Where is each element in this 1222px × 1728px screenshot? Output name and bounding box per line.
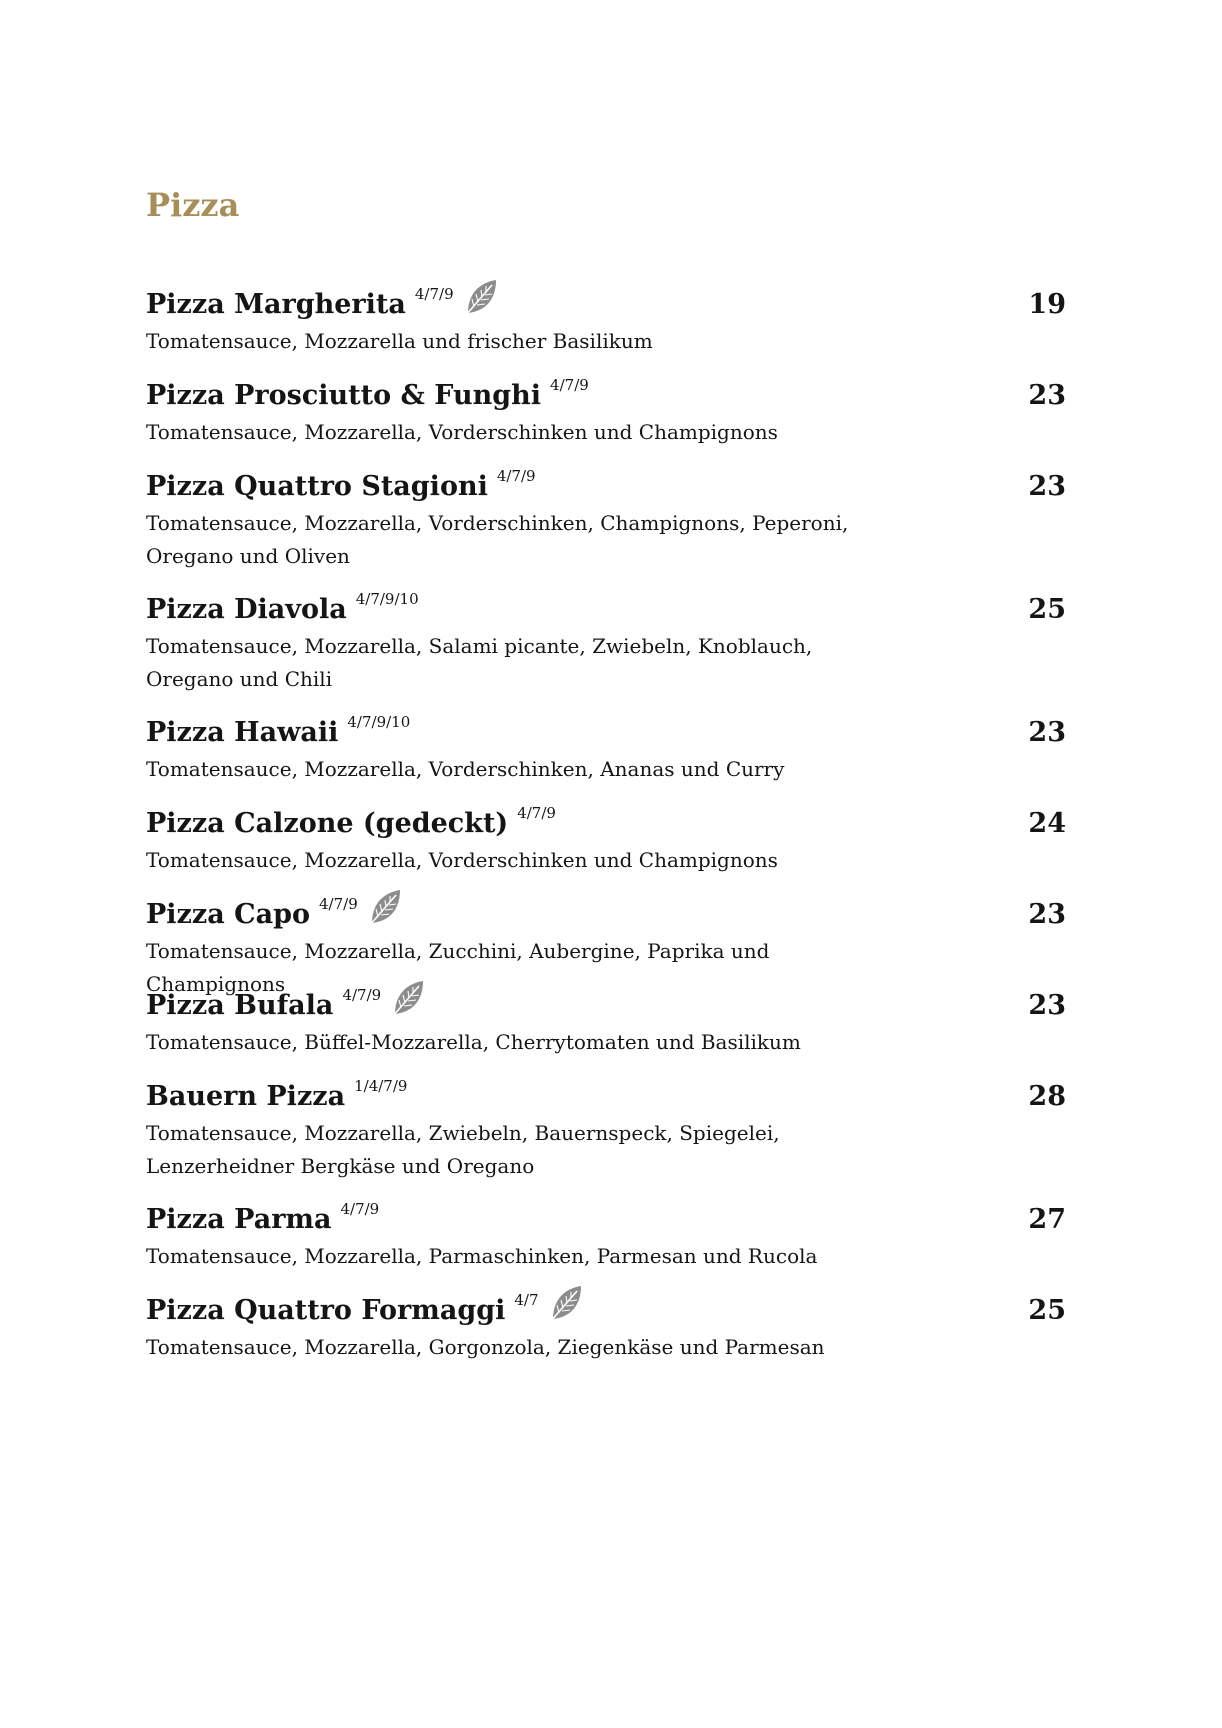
item-price: 19 [1028, 289, 1066, 320]
item-name: Pizza Diavola [146, 594, 347, 625]
item-price: 23 [1028, 380, 1066, 411]
item-description: Tomatensauce, Mozzarella, Parmaschinken, Parmesan und Rucola [146, 1244, 818, 1268]
item-header [146, 376, 1066, 416]
item-name: Pizza Quattro Formaggi [146, 1295, 506, 1326]
allergen-codes: 4/7/9 [342, 986, 382, 1004]
item-name: Pizza Quattro Stagioni [146, 471, 488, 502]
allergen-codes: 4/7/9 [340, 1200, 380, 1218]
menu-item [146, 1200, 1066, 1291]
allergen-codes: 4/7/9 [319, 895, 358, 913]
item-price: 28 [1028, 1081, 1066, 1112]
section-title: Pizza [146, 186, 240, 224]
item-description: Tomatensauce, Mozzarella, Vorderschinken, Ananas und Curry [146, 757, 785, 781]
item-header [146, 285, 1066, 325]
allergen-codes: 4/7/9 [414, 285, 454, 303]
item-header [146, 713, 1066, 753]
item-name: Pizza Capo [146, 899, 310, 930]
item-header [146, 1291, 1066, 1331]
menu-page [146, 0, 1066, 1728]
item-description: Tomatensauce, Mozzarella und frischer Basilikum [146, 329, 653, 353]
item-header [146, 590, 1066, 630]
item-description: Tomatensauce, Mozzarella, Gorgonzola, Ziegenkäse und Parmesan [146, 1335, 825, 1359]
item-name: Pizza Bufala [146, 990, 334, 1021]
item-price: 25 [1028, 1295, 1066, 1326]
menu-item [146, 1291, 1066, 1382]
item-name: Pizza Parma [146, 1204, 332, 1235]
allergen-codes: 4/7/9 [517, 804, 556, 822]
vegetarian-leaf-icon [462, 277, 500, 317]
item-price: 23 [1028, 990, 1066, 1021]
menu-item [146, 467, 1066, 590]
item-price: 27 [1028, 1204, 1066, 1235]
item-description: Tomatensauce, Mozzarella, Zucchini, Aubergine, Paprika und Champignons [146, 939, 770, 996]
menu-item [146, 590, 1066, 713]
item-description: Tomatensauce, Mozzarella, Vorderschinken, Champignons, Peperoni, Oregano und Oliven [146, 511, 849, 568]
item-header [146, 895, 1066, 935]
item-header [146, 467, 1066, 507]
item-header [146, 804, 1066, 844]
vegetarian-leaf-icon [366, 887, 404, 927]
allergen-codes: 4/7/9 [550, 376, 589, 394]
menu-item [146, 285, 1066, 376]
item-price: 23 [1028, 471, 1066, 502]
vegetarian-leaf-icon [547, 1283, 585, 1323]
item-description: Tomatensauce, Mozzarella, Vorderschinken und Champignons [146, 420, 778, 444]
item-name: Pizza Prosciutto & Funghi [146, 380, 542, 411]
item-description: Tomatensauce, Mozzarella, Salami picante, Zwiebeln, Knoblauch, Oregano und Chili [146, 634, 813, 691]
menu-item [146, 804, 1066, 895]
menu-item [146, 895, 1066, 996]
item-name: Pizza Hawaii [146, 717, 339, 748]
allergen-codes: 4/7/9/10 [347, 713, 411, 731]
allergen-codes: 1/4/7/9 [354, 1077, 408, 1095]
item-name: Bauern Pizza [146, 1081, 346, 1112]
menu-item [146, 1077, 1066, 1200]
vegetarian-leaf-icon [389, 978, 427, 1018]
item-name: Pizza Margherita [146, 289, 406, 320]
menu-item [146, 376, 1066, 467]
allergen-codes: 4/7 [514, 1291, 539, 1309]
item-name: Pizza Calzone (gedeckt) [146, 808, 509, 839]
item-description: Tomatensauce, Mozzarella, Zwiebeln, Bauernspeck, Spiegelei, Lenzerheidner Bergkäse und Oregano [146, 1121, 780, 1178]
item-description: Tomatensauce, Büffel-Mozzarella, Cherrytomaten und Basilikum [146, 1030, 801, 1054]
item-header [146, 1077, 1066, 1117]
item-header [146, 986, 1066, 1026]
menu-list [146, 285, 1066, 1382]
allergen-codes: 4/7/9/10 [355, 590, 419, 608]
menu-item [146, 713, 1066, 804]
item-price: 24 [1028, 808, 1066, 839]
item-price: 25 [1028, 594, 1066, 625]
menu-item [146, 986, 1066, 1077]
item-price: 23 [1028, 899, 1066, 930]
item-price: 23 [1028, 717, 1066, 748]
item-description: Tomatensauce, Mozzarella, Vorderschinken und Champignons [146, 848, 778, 872]
allergen-codes: 4/7/9 [496, 467, 536, 485]
item-header [146, 1200, 1066, 1240]
